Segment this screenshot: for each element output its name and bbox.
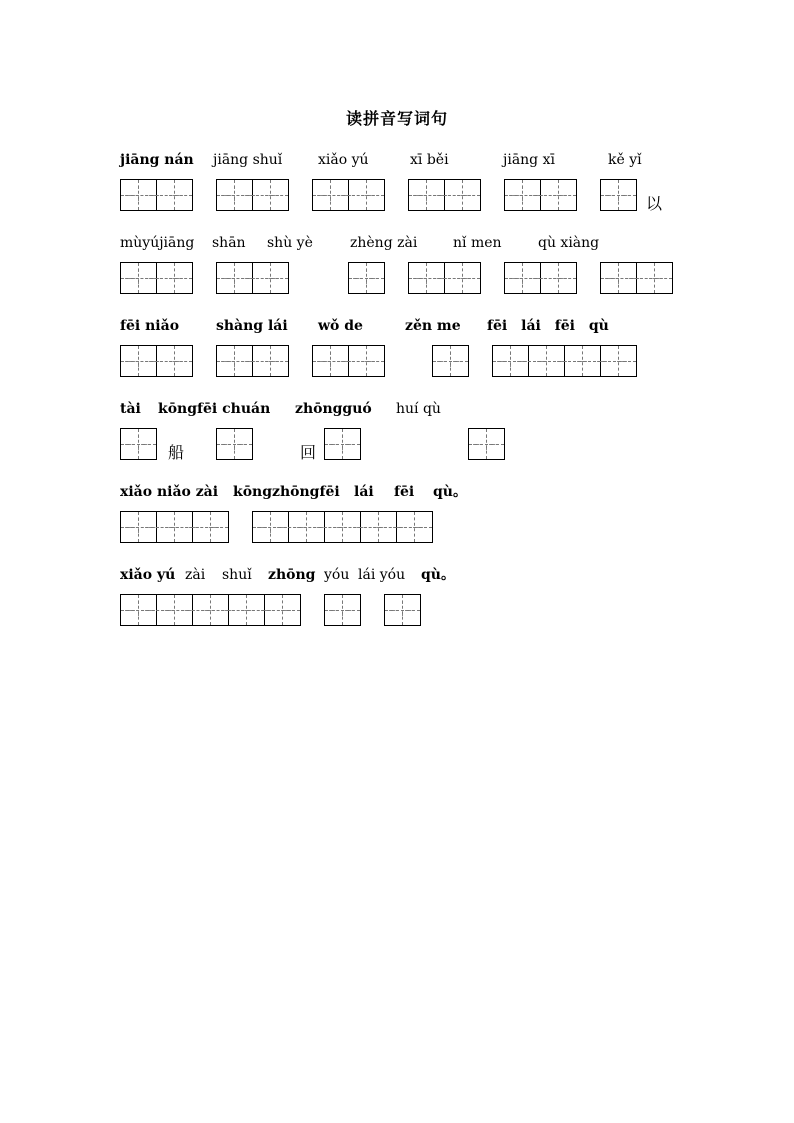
char-box[interactable] bbox=[384, 594, 421, 626]
pinyin-ni-men: nǐ men bbox=[453, 235, 502, 251]
char-box[interactable] bbox=[468, 428, 505, 460]
pinyin-zen-me: zěn me bbox=[405, 318, 461, 334]
char-box-group[interactable] bbox=[312, 345, 385, 377]
char-box-group[interactable] bbox=[504, 262, 577, 294]
pinyin-wo-de: wǒ de bbox=[318, 318, 363, 334]
pinyin-zhong: zhōng bbox=[268, 567, 316, 583]
char-box[interactable] bbox=[600, 179, 637, 211]
pinyin-xi-bei: xī běi bbox=[410, 152, 449, 168]
pinyin-fei-niao: fēi niǎo bbox=[120, 318, 180, 334]
char-box[interactable] bbox=[120, 428, 157, 460]
pinyin-kong-zhong-fei: kōngzhōngfēi bbox=[233, 484, 340, 500]
char-box-group[interactable] bbox=[120, 594, 301, 626]
pinyin-xiao-yu: xiǎo yú bbox=[318, 152, 369, 168]
pinyin-qu-end: qù。 bbox=[421, 567, 455, 583]
pinyin-fei: fēi bbox=[394, 484, 415, 500]
char-box-group[interactable] bbox=[252, 511, 433, 543]
char-box-group[interactable] bbox=[408, 179, 481, 211]
char-box-group[interactable] bbox=[216, 179, 289, 211]
pinyin-jiang-xi: jiāng xī bbox=[503, 152, 555, 168]
pinyin-jiang-nan: jiāng nán bbox=[120, 152, 194, 168]
char-box-group[interactable] bbox=[408, 262, 481, 294]
pinyin-xiao-yu: xiǎo yú bbox=[120, 567, 176, 583]
char-box-group[interactable] bbox=[120, 262, 193, 294]
pinyin-qu: qù。 bbox=[433, 484, 467, 500]
pinyin-you: yóu bbox=[324, 567, 350, 583]
char-box-group[interactable] bbox=[600, 262, 673, 294]
pinyin-shan: shān bbox=[212, 235, 246, 251]
pinyin-lai-you: lái yóu bbox=[358, 567, 406, 583]
given-char: 以 bbox=[646, 194, 663, 213]
char-box-group[interactable] bbox=[120, 179, 193, 211]
char-box-group[interactable] bbox=[312, 179, 385, 211]
char-box-group[interactable] bbox=[216, 262, 289, 294]
pinyin-xiao-niao-zai: xiǎo niǎo zài bbox=[120, 484, 219, 500]
pinyin-hui-qu: huí qù bbox=[396, 401, 441, 417]
char-box-group[interactable] bbox=[120, 511, 229, 543]
char-box[interactable] bbox=[324, 428, 361, 460]
given-char: 船 bbox=[168, 443, 185, 462]
pinyin-mu-yu-jiang: mùyújiāng bbox=[120, 235, 195, 251]
char-box[interactable] bbox=[432, 345, 469, 377]
pinyin-zai: zài bbox=[185, 567, 206, 583]
char-box[interactable] bbox=[348, 262, 385, 294]
pinyin-shui: shuǐ bbox=[222, 567, 252, 583]
char-box-group[interactable] bbox=[504, 179, 577, 211]
given-char: 回 bbox=[300, 443, 317, 462]
pinyin-zhong-guo: zhōngguó bbox=[295, 401, 372, 417]
pinyin-ke-yi: kě yǐ bbox=[608, 152, 642, 168]
pinyin-lai: lái bbox=[354, 484, 374, 500]
char-box-group[interactable] bbox=[120, 345, 193, 377]
pinyin-shu-ye: shù yè bbox=[267, 235, 313, 251]
pinyin-fei-lai-fei-qu: fēi lái fēi qù bbox=[487, 318, 609, 334]
char-box-group[interactable] bbox=[492, 345, 637, 377]
pinyin-jiang-shui: jiāng shuǐ bbox=[213, 152, 283, 168]
char-box[interactable] bbox=[324, 594, 361, 626]
pinyin-zheng-zai: zhèng zài bbox=[350, 235, 418, 251]
page-title: 读拼音写词句 bbox=[345, 109, 448, 128]
char-box[interactable] bbox=[216, 428, 253, 460]
char-box-group[interactable] bbox=[216, 345, 289, 377]
pinyin-tai: tài bbox=[120, 401, 141, 417]
pinyin-kong-fei-chuan: kōngfēi chuán bbox=[158, 401, 271, 417]
pinyin-qu-xiang: qù xiàng bbox=[538, 235, 600, 251]
pinyin-shang-lai: shàng lái bbox=[216, 318, 288, 334]
